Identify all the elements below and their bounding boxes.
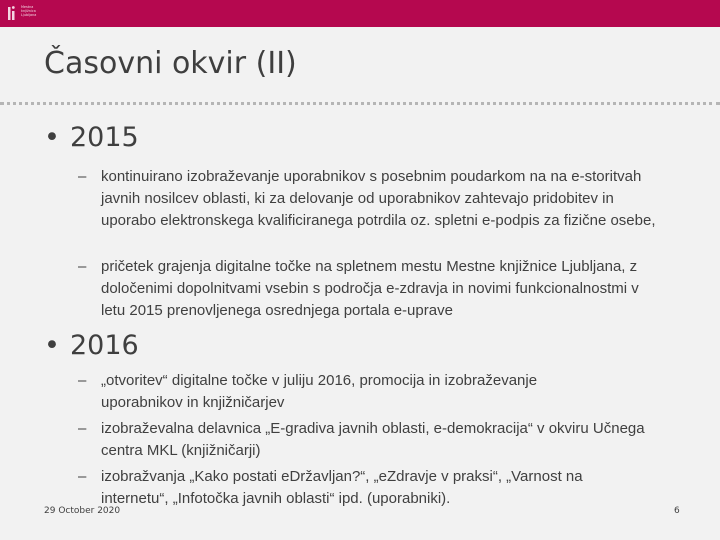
slide-title: Časovni okvir (II) <box>44 46 297 81</box>
bullet-year-2016 <box>44 330 139 361</box>
footer-date: 29 October 2020 <box>44 506 121 516</box>
library-logo <box>7 3 47 23</box>
year-label: 2015 <box>70 122 139 153</box>
dash-icon: – <box>78 168 87 185</box>
list-item-text: pričetek grajenja digitalne točke na spletnem mestu Mestne knjižnice Ljubljana, z določenimi dopolnitvami vsebin s področja e-zdravja in novimi funkcionalnostmi v letu 2015 prenovljenega osrednjega portala e-uprave <box>101 258 639 319</box>
list-item-text: izobraževalna delavnica „E-gradiva javnih oblasti, e-demokracija“ v okviru Učnega centra MKL (knjižničarji) <box>101 420 645 459</box>
dash-icon: – <box>78 372 87 389</box>
list-item-text: „otvoritev“ digitalne točke v juliju 2016, promocija in izobraževanje uporabnikov in knjižničarjev <box>101 372 538 411</box>
header-bar <box>0 0 720 27</box>
list-item <box>78 418 646 462</box>
year-label: 2016 <box>70 330 139 361</box>
title-divider <box>0 102 720 105</box>
bullet-icon: • <box>44 122 60 153</box>
list-item <box>78 256 666 322</box>
list-item <box>78 166 656 232</box>
bullet-icon: • <box>44 330 60 361</box>
list-item <box>78 370 621 414</box>
page-number: 6 <box>674 506 680 516</box>
dash-icon: – <box>78 468 87 485</box>
dash-icon: – <box>78 258 87 275</box>
dash-icon: – <box>78 420 87 437</box>
bullet-year-2015 <box>44 122 139 153</box>
logo-text: Mestna knjižnica Ljubljana <box>21 5 37 18</box>
list-item-text: kontinuirano izobraževanje uporabnikov s posebnim poudarkom na na e-storitvah javnih nosilcev oblasti, ki za delovanje od uporabnikov zahtevajo pridobitev in uporabo elektronskega kvalificiranega potrdila oz. spletni e-podpis za fizične osebe, <box>101 168 656 229</box>
logo-mark-icon <box>7 4 17 22</box>
list-item-text: izobražvanja „Kako postati eDržavljan?“, „eZdravje v praksi“, „Varnost na internetu“, „Infotočka javnih oblasti“ ipd. (uporabniki). <box>101 468 583 507</box>
list-item <box>78 466 646 510</box>
